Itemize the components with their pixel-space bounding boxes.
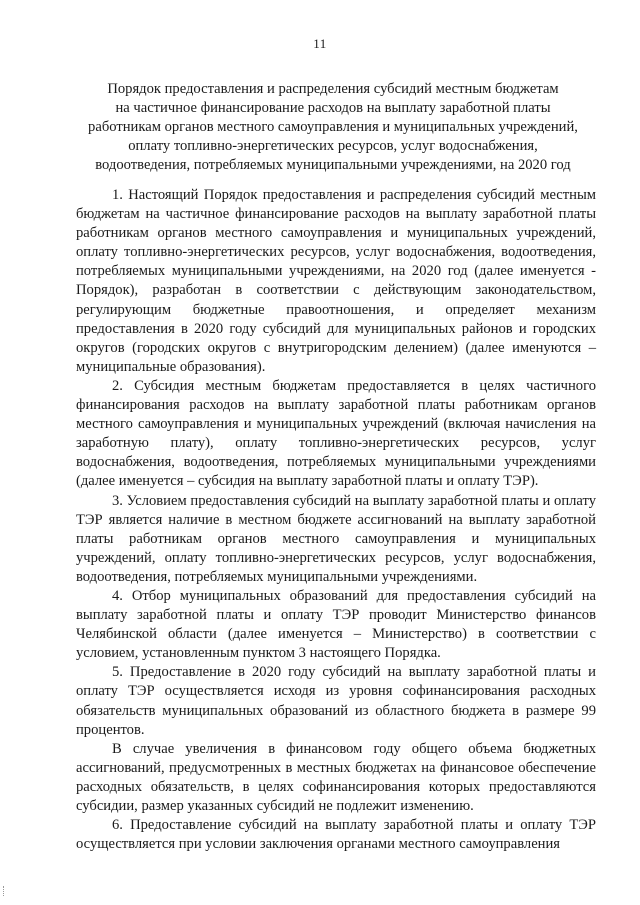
page-number: 11 <box>313 36 327 51</box>
title-line: работникам органов местного самоуправления и муниципальных учреждений, <box>88 119 578 135</box>
title-line: водоотведения, потребляемых муниципальными учреждениями, на 2020 год <box>95 157 571 173</box>
paragraph-4: 4. Отбор муниципальных образований для предоставления субсидий на выплату заработной платы и оплату ТЭР проводит Министерство финансов Челябинской области (далее именуется – Министерство) в соответствии с условием, установленным пунктом 3 настоящего Порядка. <box>76 587 596 662</box>
scan-edge-mark <box>3 886 7 896</box>
paragraph-5: 5. Предоставление в 2020 году субсидий на выплату заработной платы и оплату ТЭР осуществляется исходя из уровня софинансирования расходных обязательств муниципальных образований из областного бюджета в размере 99 процентов. <box>76 664 596 738</box>
paragraph-5-continued: В случае увеличения в финансовом году общего объема бюджетных ассигнований, предусмотренных в местных бюджетах на финансовое обеспечение расходных обязательств, в целях софинансирования которых предоставляются субсидии, размер указанных субсидий не подлежит изменению. <box>76 740 596 814</box>
title-line: оплату топливно-энергетических ресурсов, услуг водоснабжения, <box>128 138 538 154</box>
document-title <box>70 80 596 175</box>
paragraph-2: 2. Субсидия местным бюджетам предоставляется в целях частичного финансирования расходов на выплату заработной платы работникам органов местного самоуправления и муниципальных учреждений (включая начисления на заработную плату), оплату топливно-энергетических ресурсов, услуг водоснабжения, водоотведения, потребляемых муниципальными учреждениями (далее именуется – субсидия на выплату заработной платы и оплату ТЭР). <box>76 377 596 490</box>
paragraph-3: 3. Условием предоставления субсидий на выплату заработной платы и оплату ТЭР является наличие в местном бюджете ассигнований на выплату заработной платы работникам органов местного самоуправления и муниципальных учреждений, оплату топливно-энергетических ресурсов, услуг водоснабжения, водоотведения, потребляемых муниципальными учреждениями. <box>76 492 596 585</box>
document-body <box>76 186 596 854</box>
title-line: Порядок предоставления и распределения субсидий местным бюджетам <box>107 81 559 97</box>
paragraph-6: 6. Предоставление субсидий на выплату заработной платы и оплату ТЭР осуществляется при условии заключения органами местного самоуправления <box>76 817 596 853</box>
title-line: на частичное финансирование расходов на выплату заработной платы <box>115 100 551 116</box>
paragraph-1: 1. Настоящий Порядок предоставления и распределения субсидий местным бюджетам на частичное финансирование расходов на выплату заработной платы работникам органов местного самоуправления и муниципальных учреждений, оплату топливно-энергетических ресурсов, услуг водоснабжения, водоотведения, потребляемых муниципальными учреждениями, на 2020 год (далее именуется - Порядок), разработан в соответствии с действующим законодательством, регулирующим бюджетные правоотношения, и определяет механизм предоставления в 2020 году субсидий для муниципальных районов и городских округов (городских округов с внутригородским делением) (далее именуются – муниципальные образования). <box>76 187 596 375</box>
